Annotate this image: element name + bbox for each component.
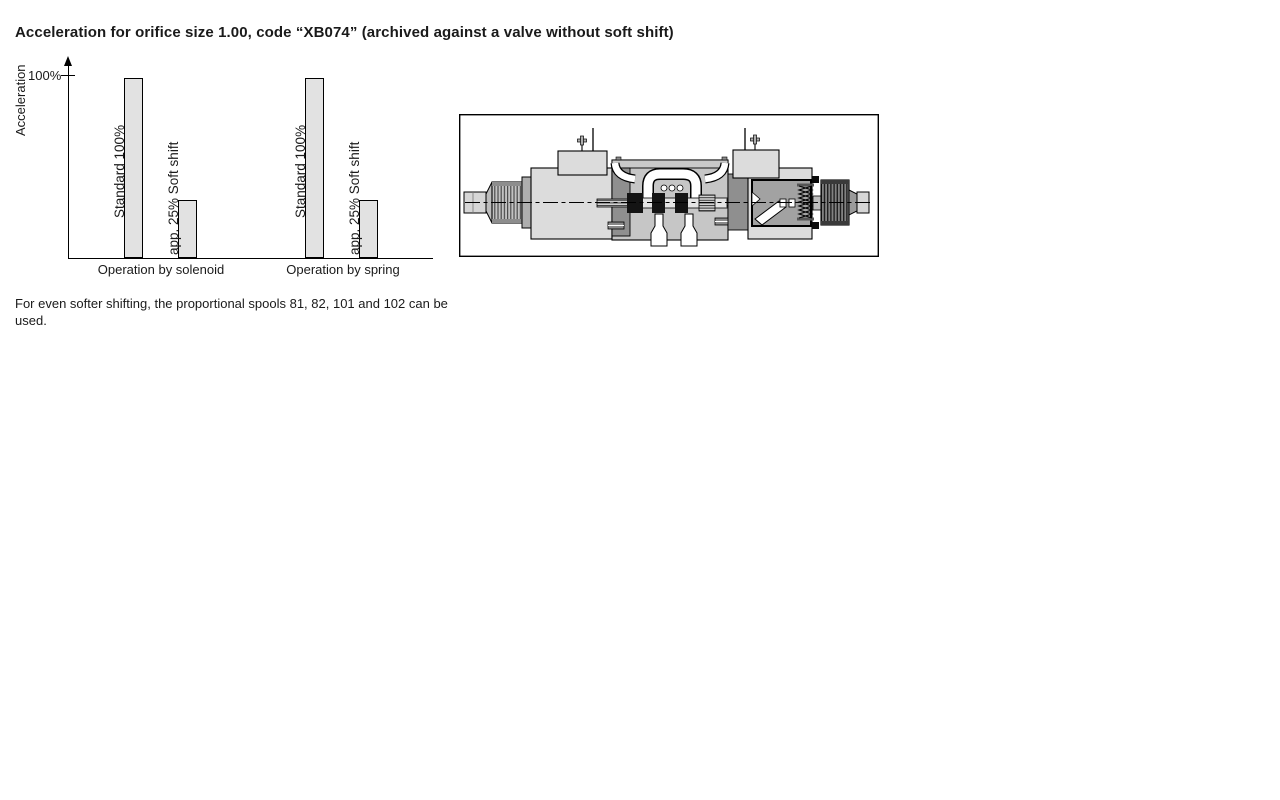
page-title: Acceleration for orifice size 1.00, code “XB074” (archived against a valve without soft shift)	[15, 24, 674, 41]
acceleration-chart	[0, 55, 450, 290]
spool-land	[627, 193, 643, 213]
spool-land	[675, 193, 688, 213]
valve-cross-section-figure	[459, 114, 879, 257]
spool-land	[652, 193, 665, 213]
x-group-label-spring: Operation by spring	[286, 262, 400, 277]
bar-label: app. 25% Soft shift	[347, 141, 362, 255]
bar-label: Standard 100%	[112, 124, 127, 218]
x-axis	[68, 258, 433, 259]
x-group-label-solenoid: Operation by solenoid	[97, 262, 225, 277]
y-axis-title: Acceleration	[13, 64, 28, 136]
bar-label: app. 25% Soft shift	[166, 141, 181, 255]
right-pole-adapter	[728, 174, 748, 230]
note-text: For even softer shifting, the proportional spools 81, 82, 101 and 102 can be used.	[15, 296, 448, 328]
y-tick-label: 100%	[28, 68, 62, 83]
bar-label: Standard 100%	[293, 124, 308, 218]
y-axis	[68, 61, 69, 258]
